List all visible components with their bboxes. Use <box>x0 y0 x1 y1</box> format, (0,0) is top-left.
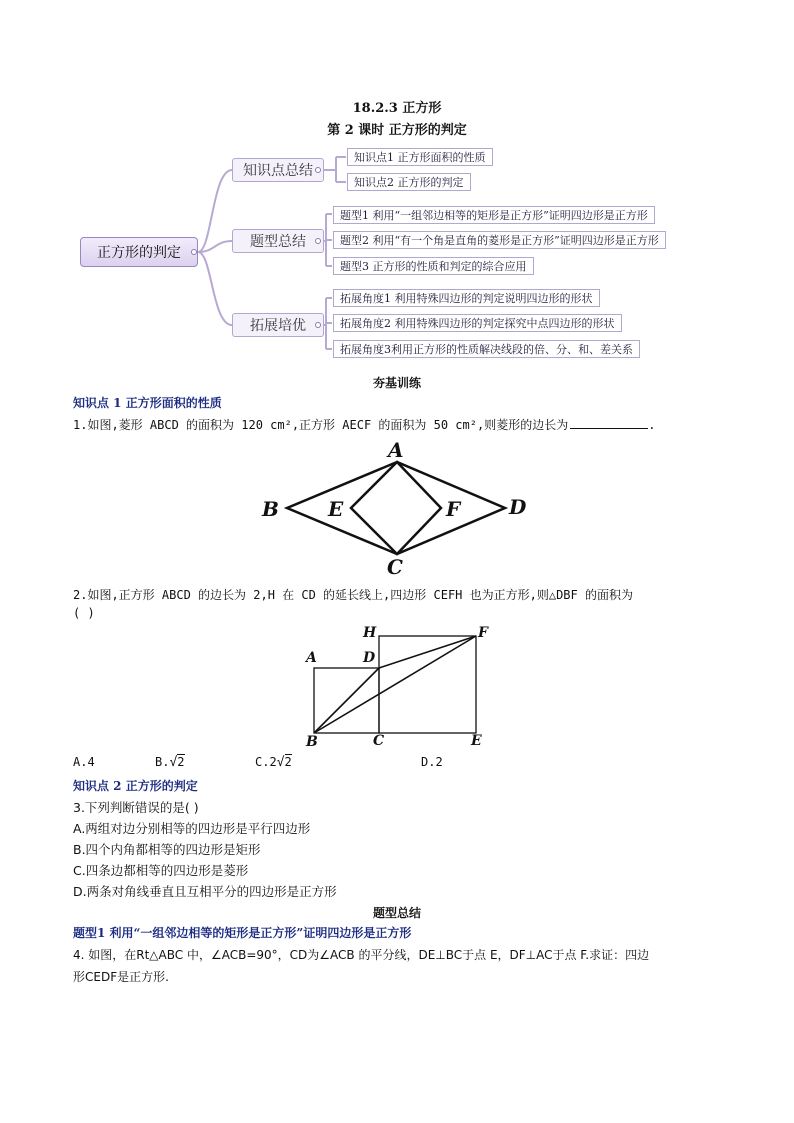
fig1-label-A: A <box>388 438 404 462</box>
leaf-type-2: 题型2 利用“有一个角是直角的菱形是正方形”证明四边形是正方形 <box>333 231 666 249</box>
leaf-ext-2: 拓展角度2 利用特殊四边形的判定探究中点四边形的形状 <box>333 314 622 332</box>
leaf-knowledge-2: 知识点2 正方形的判定 <box>347 173 471 191</box>
fig2-label-H: H <box>363 625 377 641</box>
question-1: 1.如图,菱形 ABCD 的面积为 120 cm²,正方形 AECF 的面积为 50 cm²,则菱形的边长为 . <box>73 418 656 432</box>
q2-option-d[interactable]: D.2 <box>421 755 443 769</box>
answer-blank[interactable] <box>570 416 648 429</box>
q3-option-b[interactable]: B.四个内角都相等的四边形是矩形 <box>73 842 261 857</box>
fig1-label-C: C <box>387 555 403 579</box>
question-2: 2.如图,正方形 ABCD 的边长为 2,H 在 CD 的延长线上,四边形 CEFH 也为正方形,则△DBF 的面积为 <box>73 588 633 602</box>
leaf-ext-1: 拓展角度1 利用特殊四边形的判定说明四边形的形状 <box>333 289 600 307</box>
leaf-knowledge-1: 知识点1 正方形面积的性质 <box>347 148 493 166</box>
branch-knowledge-dot <box>315 167 321 173</box>
fig2-label-E: E <box>471 733 482 749</box>
branch-knowledge: 知识点总结 <box>232 158 324 182</box>
figure-squares <box>300 625 500 750</box>
q3-option-a[interactable]: A.两组对边分别相等的四边形是平行四边形 <box>73 821 311 836</box>
fig2-label-B: B <box>306 734 318 750</box>
type1-heading: 题型1 利用“一组邻边相等的矩形是正方形”证明四边形是正方形 <box>73 926 412 940</box>
fig2-label-D: D <box>363 650 376 666</box>
leaf-ext-3: 拓展角度3利用正方形的性质解决线段的倍、分、和、差关系 <box>333 340 640 358</box>
question-3: 3.下列判断错误的是( ) <box>73 800 199 815</box>
question-2-bracket: ( ) <box>73 606 95 620</box>
branch-extension-dot <box>315 322 321 328</box>
q2-option-c[interactable]: C.2√2 <box>255 755 292 770</box>
branch-types: 题型总结 <box>232 229 324 253</box>
question-4-line1: 4. 如图，在Rt△ABC 中，∠ACB=90°，CD为∠ACB 的平分线，DE⊥BC于点 E，DF⊥AC于点 F.求证：四边 <box>73 948 650 962</box>
fig1-label-B: B <box>262 497 279 521</box>
lesson-title: 第 2 课时 正方形的判定 <box>327 123 467 138</box>
branch-extension: 拓展培优 <box>232 313 324 337</box>
question-4-line2: 形CEDF是正方形. <box>73 970 169 984</box>
mindmap-root: 正方形的判定 <box>80 237 198 267</box>
q3-option-c[interactable]: C.四条边都相等的四边形是菱形 <box>73 863 249 878</box>
fig2-label-F: F <box>478 625 488 641</box>
fig1-label-F: F <box>446 497 461 521</box>
q3-option-d[interactable]: D.两条对角线垂直且互相平分的四边形是正方形 <box>73 884 337 899</box>
fig1-label-E: E <box>328 497 344 521</box>
q2-option-b[interactable]: B.√2 <box>155 755 185 770</box>
types-heading: 题型总结 <box>372 906 421 920</box>
kp1-heading: 知识点 1 正方形面积的性质 <box>73 396 222 410</box>
branch-types-dot <box>315 238 321 244</box>
fig2-label-C: C <box>373 733 385 749</box>
section-title: 18.2.3 正方形 <box>352 101 442 116</box>
leaf-type-1: 题型1 利用“一组邻边相等的矩形是正方形”证明四边形是正方形 <box>333 206 655 224</box>
training-heading: 夯基训练 <box>372 376 421 390</box>
mindmap-root-dot <box>191 249 197 255</box>
q2-option-a[interactable]: A.4 <box>73 755 95 769</box>
fig1-label-D: D <box>509 495 527 519</box>
kp2-heading: 知识点 2 正方形的判定 <box>73 779 198 793</box>
leaf-type-3: 题型3 正方形的性质和判定的综合应用 <box>333 257 534 275</box>
fig2-label-A: A <box>306 650 317 666</box>
